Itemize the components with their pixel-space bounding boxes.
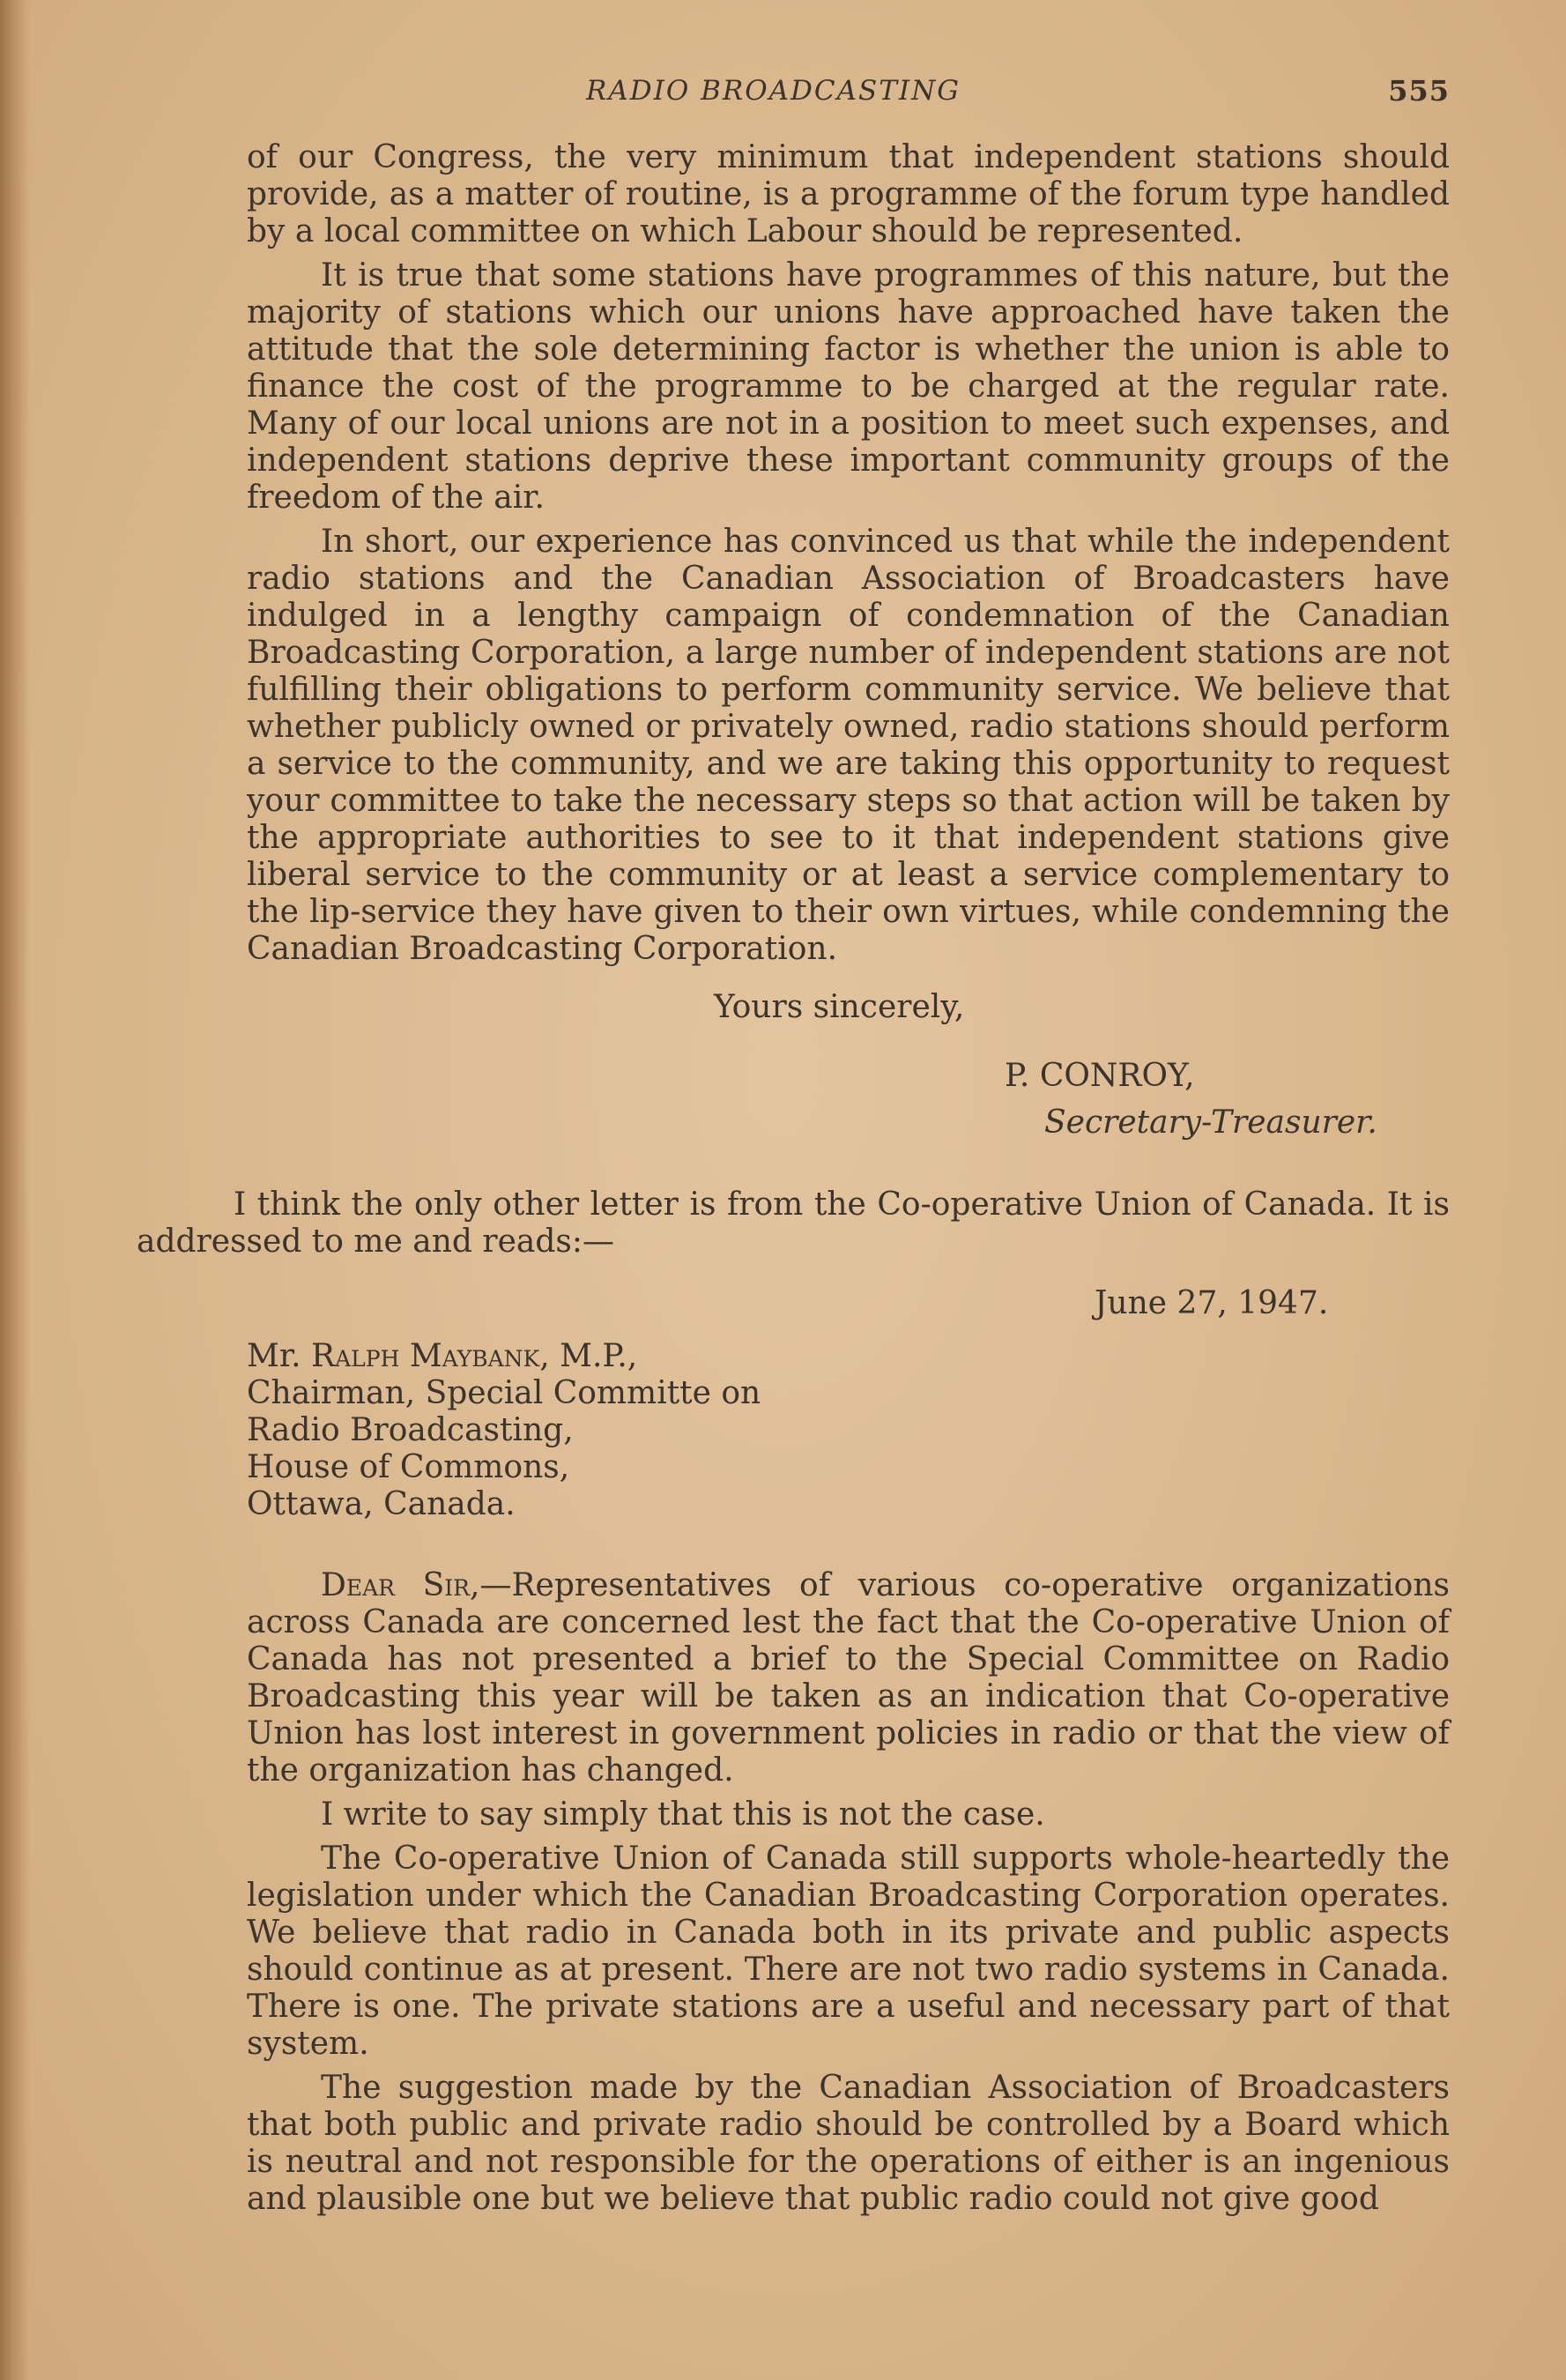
paragraph: I write to say simply that this is not the case. (321, 1796, 1045, 1833)
address-line: House of Commons, (247, 1449, 570, 1485)
paragraph: of our Congress, the very minimum that independent stations should provide, as a matter of routine, is a programme of the forum type handled by a local committee on which Labour should be represented. (247, 139, 1450, 249)
document-page (137, 0, 1450, 2380)
letter-one-body (247, 139, 1450, 975)
letter-two-body (247, 1567, 1450, 2225)
salutation: Dear Sir, (321, 1567, 480, 1603)
paragraph: It is true that some stations have programmes of this nature, but the majority of stations which our unions have approached have taken the attitude that the sole determining factor is whether the union is able to finance the cost of the programme to be charged at the regular rate. Many of our local unions are not in a position to meet such expenses, and independent stations deprive these important community groups of the freedom of the air. (247, 257, 1450, 516)
paragraph: The Co-operative Union of Canada still supports whole-heartedly the legislation under which the Canadian Broadcasting Corporation operates. We believe that radio in Canada both in its private and public aspects should continue as at present. There are not two radio systems in Canada. There is one. The private stations are a useful and necessary part of that system. (247, 1841, 1450, 2062)
paragraph: The suggestion made by the Canadian Association of Broadcasters that both public and private radio should be controlled by a Board which is neutral and not responsible for the operations of either is an ingenious and plausible one but we believe that public radio could not give good (247, 2070, 1450, 2217)
page-edge-shadow (0, 0, 30, 2380)
signer-name: P. CONROY, (1005, 1058, 1195, 1094)
letter-date: June 27, 1947. (1095, 1285, 1329, 1321)
page-number: 555 (1388, 74, 1450, 108)
paragraph: I think the only other letter is from the Co-operative Union of Canada. It is addressed to me and reads:— (137, 1186, 1450, 1260)
address-line: Ottawa, Canada. (247, 1486, 516, 1522)
intro-paragraph (137, 1186, 1450, 1268)
address-block (247, 1338, 1450, 1523)
address-line: Chairman, Special Committe on (247, 1375, 761, 1411)
closing: Yours sincerely, (714, 989, 965, 1025)
address-line: Radio Broadcasting, (247, 1412, 574, 1448)
signer-title: Secretary-Treasurer. (1044, 1104, 1377, 1141)
address-line: Mr. Ralph Maybank, M.P., (247, 1338, 638, 1374)
addressee-name: Ralph Maybank (311, 1338, 540, 1374)
paragraph: In short, our experience has convinced us that while the independent radio stations and the Canadian Association of Broadcasters have indulged in a lengthy campaign of condemnation of the Canadian Broadcasting Corporation, a large number of independent stations are not fulfilling their obligations to perform community service. We believe that whether publicly owned or privately owned, radio stations should perform a service to the community, and we are taking this opportunity to request your committee to take the necessary steps so that action will be taken by the appropriate authorities to see to it that independent stations give liberal service to the community or at least a service complementary to the lip-service they have given to their own virtues, while condemning the Canadian Broadcasting Corporation. (247, 524, 1450, 967)
paragraph: Dear Sir,—Representatives of various co-operative organizations across Canada are concerned lest the fact that the Co-operative Union of Canada has not presented a brief to the Special Committee on Radio Broadcasting this year will be taken as an indication that Co-operative Union has lost interest in government policies in radio or that the view of the organization has changed. (247, 1567, 1450, 1789)
running-title: RADIO BROADCASTING (586, 75, 961, 107)
running-header (247, 72, 1450, 111)
